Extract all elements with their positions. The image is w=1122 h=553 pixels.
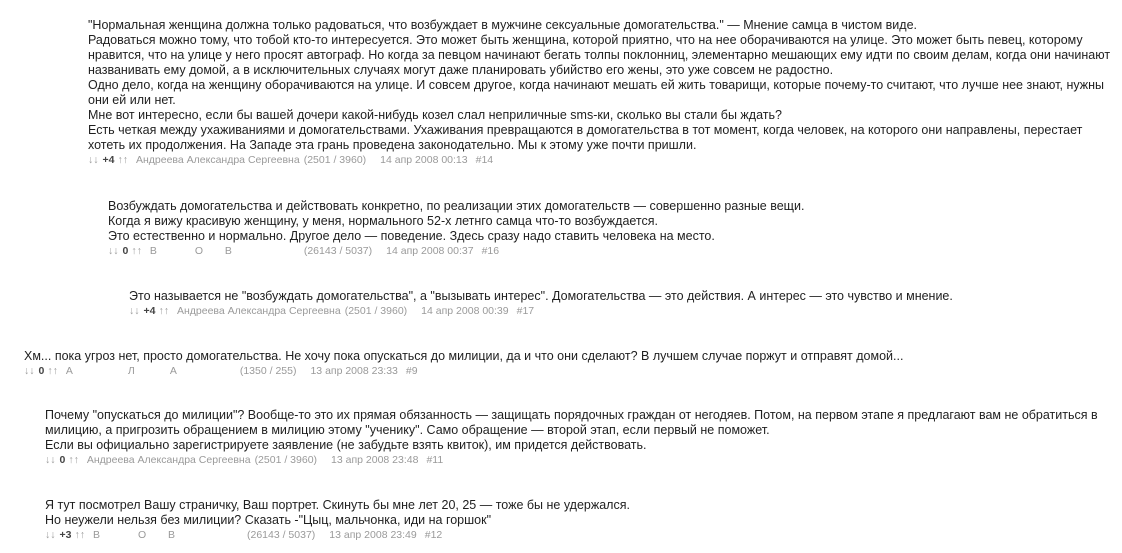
comment-score: +4 (102, 154, 115, 166)
author-fragment: В (92, 529, 100, 541)
comment-text-line: Мне вот интересно, если бы вашей дочери какой-нибудь козел слал неприличные sms-ки, сколько вы стали бы ждать? (88, 108, 782, 122)
vote-down-button[interactable]: ↓↓ (108, 245, 119, 257)
author-link[interactable]: Андреева Александра Сергеевна (135, 154, 300, 166)
vote-up-button[interactable]: ↑↑ (68, 454, 79, 466)
comment-text-line: Это называется не "возбуждать домогательства", а "вызывать интерес". Домогательства — это действия. А интерес — это чувство и мнение. (129, 289, 953, 303)
comment-text-line: Если вы официально зарегистрируете заявление (не забудьте взять квиток), им придется действовать. (45, 438, 647, 452)
comment-meta (88, 154, 1114, 167)
comment-permalink[interactable]: #16 (481, 245, 500, 257)
comment-score: 0 (59, 454, 66, 466)
comment-12 (45, 498, 1114, 542)
comment-timestamp: 14 апр 2008 00:39 (421, 305, 509, 317)
comment-score: 0 (122, 245, 129, 257)
author-link[interactable]: Андреева Александра Сергеевна (176, 305, 341, 317)
comment-meta (129, 305, 1114, 318)
comment-9 (24, 349, 1114, 378)
author-fragment: В (167, 529, 175, 541)
comment-timestamp: 13 апр 2008 23:48 (331, 454, 419, 466)
comment-meta (108, 245, 1114, 258)
comment-body (88, 18, 1114, 153)
author-stats: (2501 / 3960) (344, 305, 408, 317)
author-fragment: А (169, 365, 177, 377)
comment-text-line: Это естественно и нормально. Другое дело — поведение. Здесь сразу надо ставить человека на место. (108, 229, 715, 243)
author-fragment: Л (127, 365, 135, 377)
comment-text-line: Я тут посмотрел Вашу страничку, Ваш портрет. Скинуть бы мне лет 20, 25 — тоже бы не удержался. (45, 498, 630, 512)
vote-up-button[interactable]: ↑↑ (74, 529, 85, 541)
vote-down-button[interactable]: ↓↓ (129, 305, 140, 317)
comment-permalink[interactable]: #14 (475, 154, 494, 166)
comment-body (45, 498, 1114, 528)
comment-score: 0 (38, 365, 45, 377)
author-fragment: В (149, 245, 157, 257)
comment-11 (45, 408, 1114, 467)
comment-text-line: Есть четкая между ухаживаниями и домогательствами. Ухаживания превращаются в домогательства в тот момент, когда человек, на которого они направлены, перестает хотеть их продолжения. На Западе эта грань проведена законодательно. Мы к этому уже почти пришли. (88, 123, 1083, 152)
comment-text-line: Возбуждать домогательства и действовать конкретно, по реализации этих домогательств — совершенно разные вещи. (108, 199, 805, 213)
author-link[interactable] (66, 365, 236, 378)
comment-meta (45, 529, 1114, 542)
author-stats: (26143 / 5037) (246, 529, 316, 541)
comment-text-line: "Нормальная женщина должна только радоваться, что возбуждает в мужчине сексуальные домогательства." — Мнение самца в чистом виде. (88, 18, 918, 32)
comment-text-line: Но неужели нельзя без милиции? Сказать -"Цыц, мальчонка, иди на горшок" (45, 513, 492, 527)
vote-up-button[interactable]: ↑↑ (158, 305, 169, 317)
vote-up-button[interactable]: ↑↑ (47, 365, 58, 377)
comment-meta (45, 454, 1114, 467)
author-link[interactable] (93, 529, 243, 542)
vote-up-button[interactable]: ↑↑ (131, 245, 142, 257)
author-fragment: О (137, 529, 147, 541)
comment-timestamp: 14 апр 2008 00:13 (380, 154, 468, 166)
comment-permalink[interactable]: #12 (424, 529, 443, 541)
author-fragment: А (65, 365, 73, 377)
vote-down-button[interactable]: ↓↓ (24, 365, 35, 377)
author-stats: (1350 / 255) (239, 365, 297, 377)
comment-body (108, 199, 1114, 244)
comment-score: +3 (59, 529, 72, 541)
comment-body (45, 408, 1114, 453)
comment-timestamp: 13 апр 2008 23:33 (310, 365, 398, 377)
comment-timestamp: 14 апр 2008 00:37 (386, 245, 474, 257)
comment-permalink[interactable]: #17 (516, 305, 535, 317)
comment-body (24, 349, 1114, 364)
comment-body (129, 289, 1114, 304)
comment-14 (88, 18, 1114, 167)
author-stats: (2501 / 3960) (254, 454, 318, 466)
comment-meta (24, 365, 1114, 378)
author-fragment: О (194, 245, 204, 257)
comment-text-line: Когда я вижу красивую женщину, у меня, нормального 52-х летнго самца что-то возбуждается. (108, 214, 659, 228)
comment-text-line: Одно дело, когда на женщину оборачиваются на улице. И совсем другое, когда начинают мешать ей жить товарищи, которые почему-то считают, что лучше нее знают, нужны они ей или нет. (88, 78, 1104, 107)
comment-text-line: Радоваться можно тому, что тобой кто-то интересуется. Это может быть женщина, которой приятно, что на нее оборачиваются на улице. Это может быть певец, которому нравится, что на улице у него просят автограф. Но когда за певцом начинают бегать толпы поклонниц, элементарно мешающих ему идти по своим делам, когда они начинают названивать ему домой, а в исключительных случаях могут даже планировать убийство его жены, это уже совсем не радостно. (88, 33, 1111, 77)
author-stats: (2501 / 3960) (303, 154, 367, 166)
comment-timestamp: 13 апр 2008 23:49 (329, 529, 417, 541)
comment-16 (108, 199, 1114, 258)
comment-text-line: Почему "опускаться до милиции"? Вообще-то это их прямая обязанность — защищать порядочных граждан от негодяев. Потом, на первом этапе я предлагают вам не обратиться в милицию, а пригрозить обращением в милицию этому "ученику". Само обращение — второй этап, если первый не поможет. (45, 408, 1098, 437)
author-fragment: В (224, 245, 232, 257)
comment-17 (129, 289, 1114, 318)
vote-down-button[interactable]: ↓↓ (45, 454, 56, 466)
vote-down-button[interactable]: ↓↓ (88, 154, 99, 166)
comment-permalink[interactable]: #9 (405, 365, 418, 377)
vote-up-button[interactable]: ↑↑ (117, 154, 128, 166)
vote-down-button[interactable]: ↓↓ (45, 529, 56, 541)
author-link[interactable] (150, 245, 300, 258)
comment-score: +4 (143, 305, 156, 317)
author-stats: (26143 / 5037) (303, 245, 373, 257)
comment-permalink[interactable]: #11 (426, 454, 444, 466)
author-link[interactable]: Андреева Александра Сергеевна (86, 454, 251, 466)
comment-text-line: Хм... пока угроз нет, просто домогательства. Не хочу пока опускаться до милиции, да и что они сделают? В лучшем случае поржут и отправят домой... (24, 349, 904, 363)
